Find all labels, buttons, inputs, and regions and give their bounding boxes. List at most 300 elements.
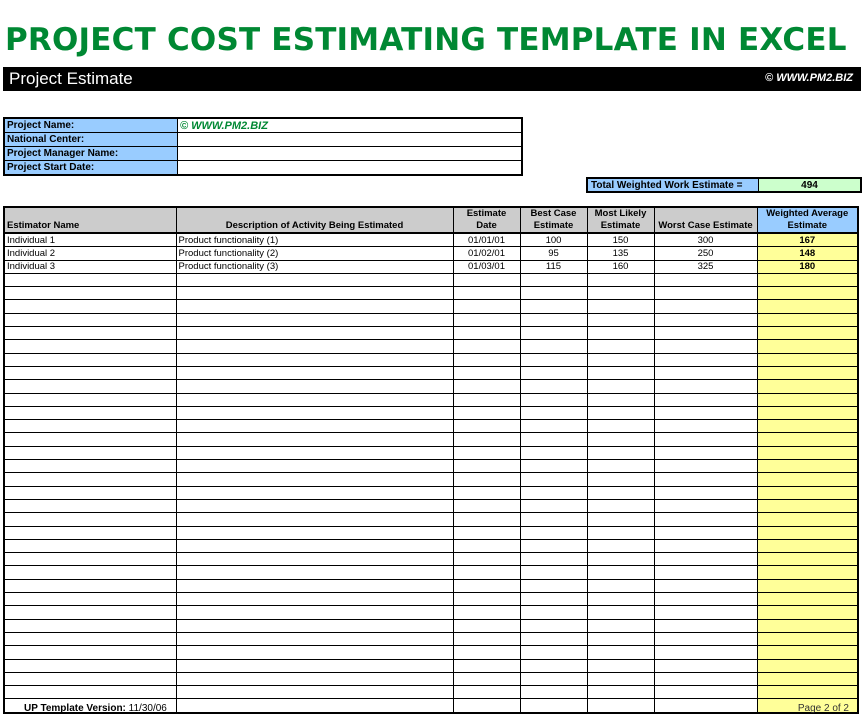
best-case-cell[interactable]: 95: [520, 247, 587, 260]
description-cell[interactable]: Product functionality (2): [176, 247, 453, 260]
description-cell[interactable]: [176, 539, 453, 552]
project-start-cell[interactable]: [178, 161, 523, 176]
most-likely-cell[interactable]: [587, 606, 654, 619]
most-likely-cell[interactable]: [587, 686, 654, 699]
worst-case-cell[interactable]: [654, 353, 757, 366]
best-case-cell[interactable]: [520, 287, 587, 300]
worst-case-cell[interactable]: [654, 579, 757, 592]
col-estimate-date: Estimate Date: [453, 207, 520, 233]
estimator-cell[interactable]: [4, 433, 176, 446]
table-row: [4, 433, 858, 446]
table-row: [4, 566, 858, 579]
date-cell[interactable]: [453, 393, 520, 406]
description-cell[interactable]: [176, 273, 453, 286]
worst-case-cell[interactable]: [654, 313, 757, 326]
weighted-average-cell[interactable]: [757, 460, 858, 473]
weighted-average-cell[interactable]: [757, 499, 858, 512]
date-cell[interactable]: [453, 579, 520, 592]
weighted-average-cell[interactable]: [757, 513, 858, 526]
weighted-average-cell[interactable]: [757, 353, 858, 366]
estimator-cell[interactable]: [4, 619, 176, 632]
estimator-cell[interactable]: [4, 460, 176, 473]
estimator-cell[interactable]: [4, 393, 176, 406]
date-cell[interactable]: [453, 486, 520, 499]
estimator-cell[interactable]: [4, 473, 176, 486]
description-cell[interactable]: Product functionality (3): [176, 260, 453, 273]
project-name-cell[interactable]: © WWW.PM2.BIZ: [178, 118, 523, 133]
description-cell[interactable]: [176, 632, 453, 645]
most-likely-cell[interactable]: [587, 353, 654, 366]
best-case-cell[interactable]: [520, 699, 587, 713]
worst-case-cell[interactable]: [654, 380, 757, 393]
worst-case-cell[interactable]: [654, 446, 757, 459]
description-cell[interactable]: [176, 553, 453, 566]
date-cell[interactable]: [453, 699, 520, 713]
most-likely-cell[interactable]: [587, 287, 654, 300]
table-row: [4, 287, 858, 300]
weighted-average-cell[interactable]: 180: [757, 260, 858, 273]
page-title: PROJECT COST ESTIMATING TEMPLATE IN EXCEL: [5, 22, 847, 58]
weighted-average-cell[interactable]: 167: [757, 233, 858, 247]
best-case-cell[interactable]: [520, 366, 587, 379]
best-case-cell[interactable]: [520, 473, 587, 486]
weighted-average-cell[interactable]: [757, 579, 858, 592]
project-manager-cell[interactable]: [178, 147, 523, 161]
date-cell[interactable]: [453, 539, 520, 552]
worst-case-cell[interactable]: 300: [654, 233, 757, 247]
worst-case-cell[interactable]: [654, 486, 757, 499]
description-cell[interactable]: [176, 300, 453, 313]
best-case-cell[interactable]: [520, 420, 587, 433]
worst-case-cell[interactable]: 250: [654, 247, 757, 260]
estimator-cell[interactable]: [4, 526, 176, 539]
most-likely-cell[interactable]: [587, 632, 654, 645]
description-cell[interactable]: [176, 380, 453, 393]
date-cell[interactable]: [453, 380, 520, 393]
estimator-cell[interactable]: [4, 553, 176, 566]
date-cell[interactable]: [453, 420, 520, 433]
total-estimate-label: Total Weighted Work Estimate =: [587, 178, 759, 192]
most-likely-cell[interactable]: [587, 446, 654, 459]
col-estimator-name: Estimator Name: [4, 207, 176, 233]
national-center-cell[interactable]: [178, 133, 523, 147]
estimator-cell[interactable]: [4, 446, 176, 459]
table-row: [4, 366, 858, 379]
date-cell[interactable]: [453, 526, 520, 539]
date-cell[interactable]: [453, 553, 520, 566]
most-likely-cell[interactable]: 150: [587, 233, 654, 247]
description-cell[interactable]: [176, 460, 453, 473]
weighted-average-cell[interactable]: [757, 327, 858, 340]
most-likely-cell[interactable]: [587, 619, 654, 632]
banner-title: Project Estimate: [9, 69, 133, 88]
worst-case-cell[interactable]: [654, 473, 757, 486]
date-cell[interactable]: [453, 566, 520, 579]
description-cell[interactable]: [176, 446, 453, 459]
table-row: [4, 513, 858, 526]
section-banner: [3, 67, 861, 91]
worst-case-cell[interactable]: [654, 686, 757, 699]
best-case-cell[interactable]: [520, 433, 587, 446]
most-likely-cell[interactable]: [587, 327, 654, 340]
date-cell[interactable]: [453, 273, 520, 286]
description-cell[interactable]: [176, 659, 453, 672]
worst-case-cell[interactable]: [654, 659, 757, 672]
estimates-header-row: [4, 207, 858, 233]
worst-case-cell[interactable]: [654, 340, 757, 353]
most-likely-cell[interactable]: [587, 659, 654, 672]
best-case-cell[interactable]: 100: [520, 233, 587, 247]
best-case-cell[interactable]: [520, 327, 587, 340]
worst-case-cell[interactable]: [654, 393, 757, 406]
table-row: [4, 473, 858, 486]
most-likely-cell[interactable]: [587, 579, 654, 592]
table-row: [4, 247, 858, 260]
table-row: [4, 460, 858, 473]
estimator-cell[interactable]: [4, 499, 176, 512]
worst-case-cell[interactable]: [654, 606, 757, 619]
description-cell[interactable]: [176, 313, 453, 326]
weighted-average-cell[interactable]: [757, 313, 858, 326]
estimator-cell[interactable]: [4, 659, 176, 672]
description-cell[interactable]: [176, 686, 453, 699]
most-likely-cell[interactable]: [587, 593, 654, 606]
weighted-average-cell[interactable]: [757, 672, 858, 685]
table-row: [4, 327, 858, 340]
estimator-cell[interactable]: [4, 513, 176, 526]
description-cell[interactable]: [176, 340, 453, 353]
table-row: [4, 499, 858, 512]
table-row: [4, 672, 858, 685]
description-cell[interactable]: [176, 646, 453, 659]
best-case-cell[interactable]: [520, 300, 587, 313]
best-case-cell[interactable]: [520, 393, 587, 406]
worst-case-cell[interactable]: [654, 593, 757, 606]
date-cell[interactable]: [453, 327, 520, 340]
most-likely-cell[interactable]: [587, 460, 654, 473]
description-cell[interactable]: [176, 327, 453, 340]
weighted-average-cell[interactable]: [757, 659, 858, 672]
most-likely-cell[interactable]: [587, 300, 654, 313]
estimates-body: [4, 233, 858, 713]
date-cell[interactable]: [453, 672, 520, 685]
most-likely-cell[interactable]: [587, 553, 654, 566]
date-cell[interactable]: [453, 659, 520, 672]
most-likely-cell[interactable]: [587, 366, 654, 379]
table-row: [4, 233, 858, 247]
weighted-average-cell[interactable]: 148: [757, 247, 858, 260]
date-cell[interactable]: [453, 473, 520, 486]
date-cell[interactable]: [453, 300, 520, 313]
worst-case-cell[interactable]: [654, 287, 757, 300]
estimator-cell[interactable]: [4, 579, 176, 592]
col-weighted-average: Weighted Average Estimate: [757, 207, 858, 233]
weighted-average-cell[interactable]: [757, 366, 858, 379]
date-cell[interactable]: [453, 593, 520, 606]
weighted-average-cell[interactable]: [757, 393, 858, 406]
description-cell[interactable]: [176, 699, 453, 713]
weighted-average-cell[interactable]: [757, 566, 858, 579]
most-likely-cell[interactable]: [587, 393, 654, 406]
worst-case-cell[interactable]: [654, 699, 757, 713]
national-center-row: [4, 133, 522, 147]
date-cell[interactable]: [453, 460, 520, 473]
estimator-cell[interactable]: [4, 273, 176, 286]
worst-case-cell[interactable]: [654, 433, 757, 446]
worst-case-cell[interactable]: [654, 499, 757, 512]
most-likely-cell[interactable]: [587, 539, 654, 552]
most-likely-cell[interactable]: [587, 420, 654, 433]
estimator-cell[interactable]: [4, 566, 176, 579]
most-likely-cell[interactable]: [587, 699, 654, 713]
most-likely-cell[interactable]: [587, 486, 654, 499]
most-likely-cell[interactable]: [587, 499, 654, 512]
weighted-average-cell[interactable]: [757, 340, 858, 353]
best-case-cell[interactable]: [520, 606, 587, 619]
estimator-cell[interactable]: [4, 327, 176, 340]
most-likely-cell[interactable]: [587, 340, 654, 353]
date-cell[interactable]: [453, 406, 520, 419]
best-case-cell[interactable]: [520, 672, 587, 685]
date-cell[interactable]: [453, 353, 520, 366]
most-likely-cell[interactable]: [587, 566, 654, 579]
project-manager-row: [4, 147, 522, 161]
worst-case-cell[interactable]: [654, 460, 757, 473]
estimator-cell[interactable]: [4, 340, 176, 353]
estimator-cell[interactable]: [4, 406, 176, 419]
best-case-cell[interactable]: [520, 513, 587, 526]
best-case-cell[interactable]: [520, 553, 587, 566]
best-case-cell[interactable]: [520, 406, 587, 419]
description-cell[interactable]: [176, 473, 453, 486]
weighted-average-cell[interactable]: [757, 287, 858, 300]
estimator-cell[interactable]: [4, 380, 176, 393]
weighted-average-cell[interactable]: [757, 686, 858, 699]
weighted-average-cell[interactable]: [757, 526, 858, 539]
worst-case-cell[interactable]: [654, 526, 757, 539]
best-case-cell[interactable]: [520, 593, 587, 606]
table-row: [4, 646, 858, 659]
table-row: [4, 353, 858, 366]
date-cell[interactable]: 01/03/01: [453, 260, 520, 273]
date-cell[interactable]: [453, 632, 520, 645]
weighted-average-cell[interactable]: [757, 606, 858, 619]
best-case-cell[interactable]: [520, 526, 587, 539]
best-case-cell[interactable]: [520, 632, 587, 645]
best-case-cell[interactable]: [520, 313, 587, 326]
description-cell[interactable]: [176, 353, 453, 366]
description-cell[interactable]: [176, 287, 453, 300]
most-likely-cell[interactable]: [587, 646, 654, 659]
best-case-cell[interactable]: [520, 659, 587, 672]
table-row: [4, 273, 858, 286]
worst-case-cell[interactable]: [654, 366, 757, 379]
weighted-average-cell[interactable]: [757, 433, 858, 446]
most-likely-cell[interactable]: 135: [587, 247, 654, 260]
description-cell[interactable]: [176, 672, 453, 685]
description-cell[interactable]: [176, 513, 453, 526]
most-likely-cell[interactable]: [587, 273, 654, 286]
estimator-cell[interactable]: [4, 539, 176, 552]
weighted-average-cell[interactable]: [757, 486, 858, 499]
table-row: [4, 380, 858, 393]
estimates-table: [3, 206, 859, 714]
col-best-case: Best Case Estimate: [520, 207, 587, 233]
weighted-average-cell[interactable]: [757, 406, 858, 419]
best-case-cell[interactable]: [520, 340, 587, 353]
best-case-cell[interactable]: 115: [520, 260, 587, 273]
best-case-cell[interactable]: [520, 486, 587, 499]
worst-case-cell[interactable]: [654, 672, 757, 685]
most-likely-cell[interactable]: 160: [587, 260, 654, 273]
estimator-cell[interactable]: [4, 420, 176, 433]
worst-case-cell[interactable]: [654, 513, 757, 526]
weighted-average-cell[interactable]: [757, 619, 858, 632]
date-cell[interactable]: [453, 499, 520, 512]
table-row: [4, 606, 858, 619]
description-cell[interactable]: [176, 579, 453, 592]
date-cell[interactable]: [453, 446, 520, 459]
date-cell[interactable]: [453, 513, 520, 526]
description-cell[interactable]: [176, 566, 453, 579]
best-case-cell[interactable]: [520, 539, 587, 552]
most-likely-cell[interactable]: [587, 406, 654, 419]
best-case-cell[interactable]: [520, 446, 587, 459]
weighted-average-cell[interactable]: [757, 632, 858, 645]
worst-case-cell[interactable]: [654, 646, 757, 659]
description-cell[interactable]: Product functionality (1): [176, 233, 453, 247]
project-start-row: [4, 161, 522, 176]
table-row: [4, 539, 858, 552]
national-center-label: National Center:: [4, 133, 178, 147]
weighted-average-cell[interactable]: [757, 446, 858, 459]
table-row: [4, 340, 858, 353]
table-row: [4, 486, 858, 499]
description-cell[interactable]: [176, 593, 453, 606]
worst-case-cell[interactable]: [654, 539, 757, 552]
table-row: [4, 632, 858, 645]
estimator-cell[interactable]: Individual 3: [4, 260, 176, 273]
date-cell[interactable]: [453, 287, 520, 300]
description-cell[interactable]: [176, 499, 453, 512]
date-cell[interactable]: [453, 433, 520, 446]
most-likely-cell[interactable]: [587, 473, 654, 486]
worst-case-cell[interactable]: [654, 553, 757, 566]
description-cell[interactable]: [176, 406, 453, 419]
description-cell[interactable]: [176, 433, 453, 446]
table-row: [4, 406, 858, 419]
estimator-cell[interactable]: [4, 353, 176, 366]
date-cell[interactable]: [453, 686, 520, 699]
worst-case-cell[interactable]: [654, 619, 757, 632]
worst-case-cell[interactable]: [654, 327, 757, 340]
best-case-cell[interactable]: [520, 499, 587, 512]
estimator-cell[interactable]: Individual 1: [4, 233, 176, 247]
banner-site: © WWW.PM2.BIZ: [765, 72, 853, 84]
worst-case-cell[interactable]: [654, 300, 757, 313]
description-cell[interactable]: [176, 420, 453, 433]
worst-case-cell[interactable]: [654, 406, 757, 419]
description-cell[interactable]: [176, 393, 453, 406]
weighted-average-cell[interactable]: [757, 473, 858, 486]
template-version-value: 11/30/06: [128, 703, 167, 714]
date-cell[interactable]: [453, 606, 520, 619]
best-case-cell[interactable]: [520, 579, 587, 592]
description-cell[interactable]: [176, 619, 453, 632]
estimator-cell[interactable]: [4, 300, 176, 313]
weighted-average-cell[interactable]: [757, 553, 858, 566]
col-most-likely: Most Likely Estimate: [587, 207, 654, 233]
best-case-cell[interactable]: [520, 619, 587, 632]
best-case-cell[interactable]: [520, 646, 587, 659]
weighted-average-cell[interactable]: [757, 420, 858, 433]
table-row: [4, 593, 858, 606]
best-case-cell[interactable]: [520, 273, 587, 286]
estimator-cell[interactable]: [4, 646, 176, 659]
table-row: [4, 446, 858, 459]
best-case-cell[interactable]: [520, 353, 587, 366]
estimator-cell[interactable]: [4, 287, 176, 300]
table-row: [4, 553, 858, 566]
weighted-average-cell[interactable]: [757, 539, 858, 552]
most-likely-cell[interactable]: [587, 526, 654, 539]
weighted-average-cell[interactable]: [757, 273, 858, 286]
description-cell[interactable]: [176, 366, 453, 379]
best-case-cell[interactable]: [520, 380, 587, 393]
estimator-cell[interactable]: [4, 672, 176, 685]
most-likely-cell[interactable]: [587, 433, 654, 446]
total-estimate-value[interactable]: 494: [759, 178, 862, 192]
most-likely-cell[interactable]: [587, 380, 654, 393]
table-row: [4, 313, 858, 326]
worst-case-cell[interactable]: [654, 420, 757, 433]
estimator-cell[interactable]: [4, 632, 176, 645]
estimator-cell[interactable]: [4, 486, 176, 499]
description-cell[interactable]: [176, 486, 453, 499]
date-cell[interactable]: [453, 340, 520, 353]
description-cell[interactable]: [176, 606, 453, 619]
worst-case-cell[interactable]: [654, 632, 757, 645]
worst-case-cell[interactable]: [654, 273, 757, 286]
date-cell[interactable]: 01/02/01: [453, 247, 520, 260]
weighted-average-cell[interactable]: [757, 380, 858, 393]
estimator-cell[interactable]: [4, 686, 176, 699]
date-cell[interactable]: [453, 619, 520, 632]
date-cell[interactable]: [453, 313, 520, 326]
weighted-average-cell[interactable]: [757, 646, 858, 659]
table-row: [4, 659, 858, 672]
estimator-cell[interactable]: [4, 593, 176, 606]
date-cell[interactable]: [453, 366, 520, 379]
best-case-cell[interactable]: [520, 460, 587, 473]
best-case-cell[interactable]: [520, 686, 587, 699]
worst-case-cell[interactable]: [654, 566, 757, 579]
estimator-cell[interactable]: Individual 2: [4, 247, 176, 260]
best-case-cell[interactable]: [520, 566, 587, 579]
most-likely-cell[interactable]: [587, 513, 654, 526]
weighted-average-cell[interactable]: [757, 300, 858, 313]
date-cell[interactable]: 01/01/01: [453, 233, 520, 247]
estimator-cell[interactable]: [4, 606, 176, 619]
estimator-cell[interactable]: [4, 313, 176, 326]
estimator-cell[interactable]: [4, 366, 176, 379]
worst-case-cell[interactable]: 325: [654, 260, 757, 273]
weighted-average-cell[interactable]: [757, 593, 858, 606]
most-likely-cell[interactable]: [587, 672, 654, 685]
date-cell[interactable]: [453, 646, 520, 659]
most-likely-cell[interactable]: [587, 313, 654, 326]
description-cell[interactable]: [176, 526, 453, 539]
